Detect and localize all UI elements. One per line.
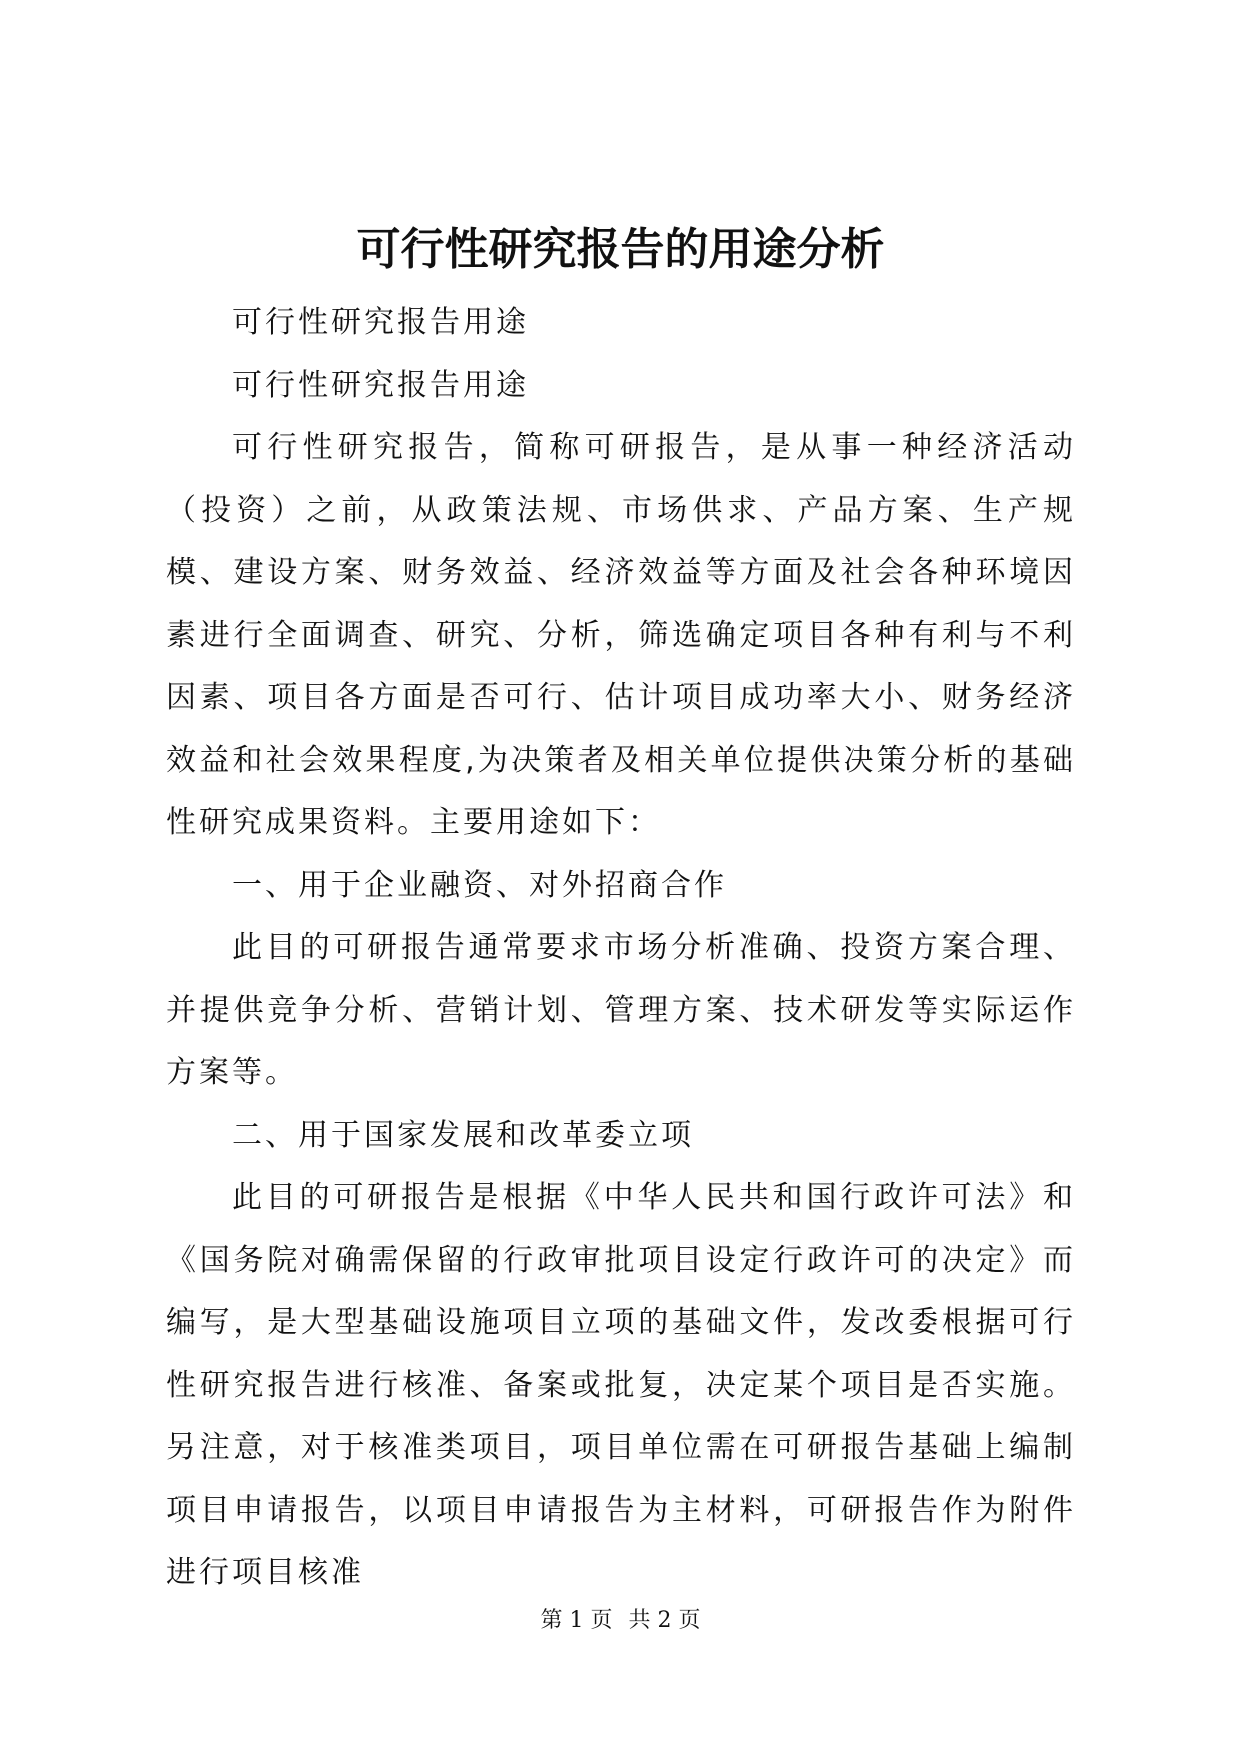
document-title: 可行性研究报告的用途分析 [356, 224, 885, 275]
paragraph-section-2: 此目的可研报告是根据《中华人民共和国行政许可法》和《国务院对确需保留的行政审批项目设定行政许可的决定》而编写，是大型基础设施项目立项的基础文件，发改委根据可行性研究报告进行核准、备案或批复，决定某个项目是否实施。另注意，对于核准类项目，项目单位需在可研报告基础上编制项目申请报告，以项目申请报告为主材料，可研报告作为附件进行项目核准 [166, 1180, 1076, 1590]
paragraph-subtitle-2: 可行性研究报告用途 [232, 367, 529, 403]
page-total: 共 2 页 [628, 1608, 701, 1633]
section-heading-2: 二、用于国家发展和改革委立项 [232, 1117, 694, 1153]
paragraph-subtitle-1: 可行性研究报告用途 [232, 305, 529, 340]
document-body [166, 292, 1076, 1605]
page-number: 第 1 页 [540, 1608, 613, 1633]
page-footer [0, 1606, 1241, 1636]
paragraph-section-1: 此目的可研报告通常要求市场分析准确、投资方案合理、并提供竞争分析、营销计划、管理方案、技术研发等实际运作方案等。 [166, 930, 1076, 1090]
section-heading-1: 一、用于企业融资、对外招商合作 [232, 867, 727, 903]
paragraph-definition: 可行性研究报告，简称可研报告，是从事一种经济活动（投资）之前，从政策法规、市场供求、产品方案、生产规模、建设方案、财务效益、经济效益等方面及社会各种环境因素进行全面调查、研究、分析，筛选确定项目各种有利与不利因素、项目各方面是否可行、估计项目成功率大小、财务经济效益和社会效果程度,为决策者及相关单位提供决策分析的基础性研究成果资料。主要用途如下： [166, 430, 1076, 840]
